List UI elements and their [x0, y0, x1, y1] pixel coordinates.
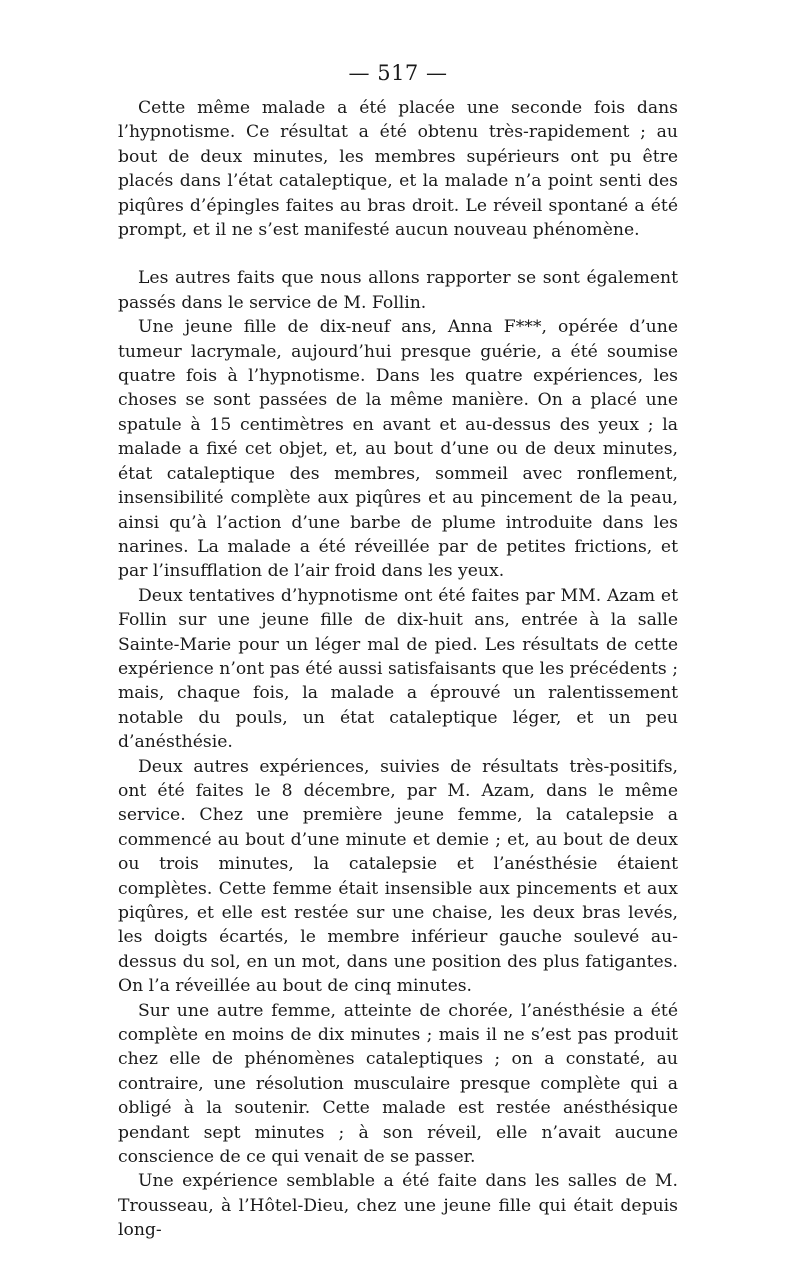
paragraph-6: Sur une autre femme, atteinte de chorée, l’anésthésie a été complète en moins de dix minutes ; mais il ne s’est pas produit chez elle de phénomènes cataleptiques ; on a constaté, au contraire, une résolution musculaire presque complète qui a obligé à la soutenir. Cette malade est restée anésthésique pendant sept minutes ; à son réveil, elle n’avait aucune conscience de ce qui venait de se passer. [118, 1000, 678, 1168]
paragraph-3: Une jeune fille de dix-neuf ans, Anna F***, opérée d’une tumeur lacrymale, aujourd’hui presque guérie, a été soumise quatre fois à l’hypnotisme. Dans les quatre expériences, les choses se sont passées de la même manière. On a placé une spatule à 15 centimètres en avant et au-dessus des yeux ; la malade a fixé cet objet, et, au bout d’une ou de deux minutes, état cataleptique des membres, sommeil avec ronflement, insensibilité complète aux piqûres et au pincement de la peau, ainsi qu’à l’action d’une barbe de plume introduite dans les narines. La malade a été réveillée par de petites frictions, et par l’insufflation de l’air froid dans les yeux. [118, 317, 678, 582]
paragraph-4: Deux tentatives d’hypnotisme ont été faites par MM. Azam et Follin sur une jeune fille de dix-huit ans, entrée à la salle Sainte-Marie pour un léger mal de pied. Les résultats de cette expérience n’ont pas été aussi satisfaisants que les précédents ; mais, chaque fois, la malade a éprouvé un ralentissement notable du pouls, un état cataleptique léger, et un peu d’anésthésie. [118, 585, 678, 753]
page-number: — 517 — [348, 61, 448, 85]
paragraph-1: Cette même malade a été placée une seconde fois dans l’hypnotisme. Ce résultat a été obtenu très-rapidement ; au bout de deux minutes, les membres supérieurs ont pu être placés dans l’état cataleptique, et la malade n’a point senti des piqûres d’épingles faites au bras droit. Le réveil spontané a été prompt, et il ne s’est manifesté aucun nouveau phénomène. [118, 98, 678, 241]
paragraph-2: Les autres faits que nous allons rapporter se sont également passés dans le service de M. Follin. [118, 268, 678, 313]
book-page [118, 58, 678, 1243]
paragraph-5: Deux autres expériences, suivies de résultats très-positifs, ont été faites le 8 décembre, par M. Azam, dans le même service. Chez une première jeune femme, la catalepsie a commencé au bout d’une minute et demie ; et, au bout de deux ou trois minutes, la catalepsie et l’anésthésie étaient complètes. Cette femme était insensible aux pincements et aux piqûres, et elle est restée sur une chaise, les deux bras levés, les doigts écartés, le membre inférieur gauche soulevé au-dessus du sol, en un mot, dans une position des plus fatigantes. On l’a réveillée au bout de cinq minutes. [118, 756, 678, 997]
paragraph-7: Une expérience semblable a été faite dans les salles de M. Trousseau, à l’Hôtel-Dieu, chez une jeune fille qui était depuis long- [118, 1171, 678, 1241]
